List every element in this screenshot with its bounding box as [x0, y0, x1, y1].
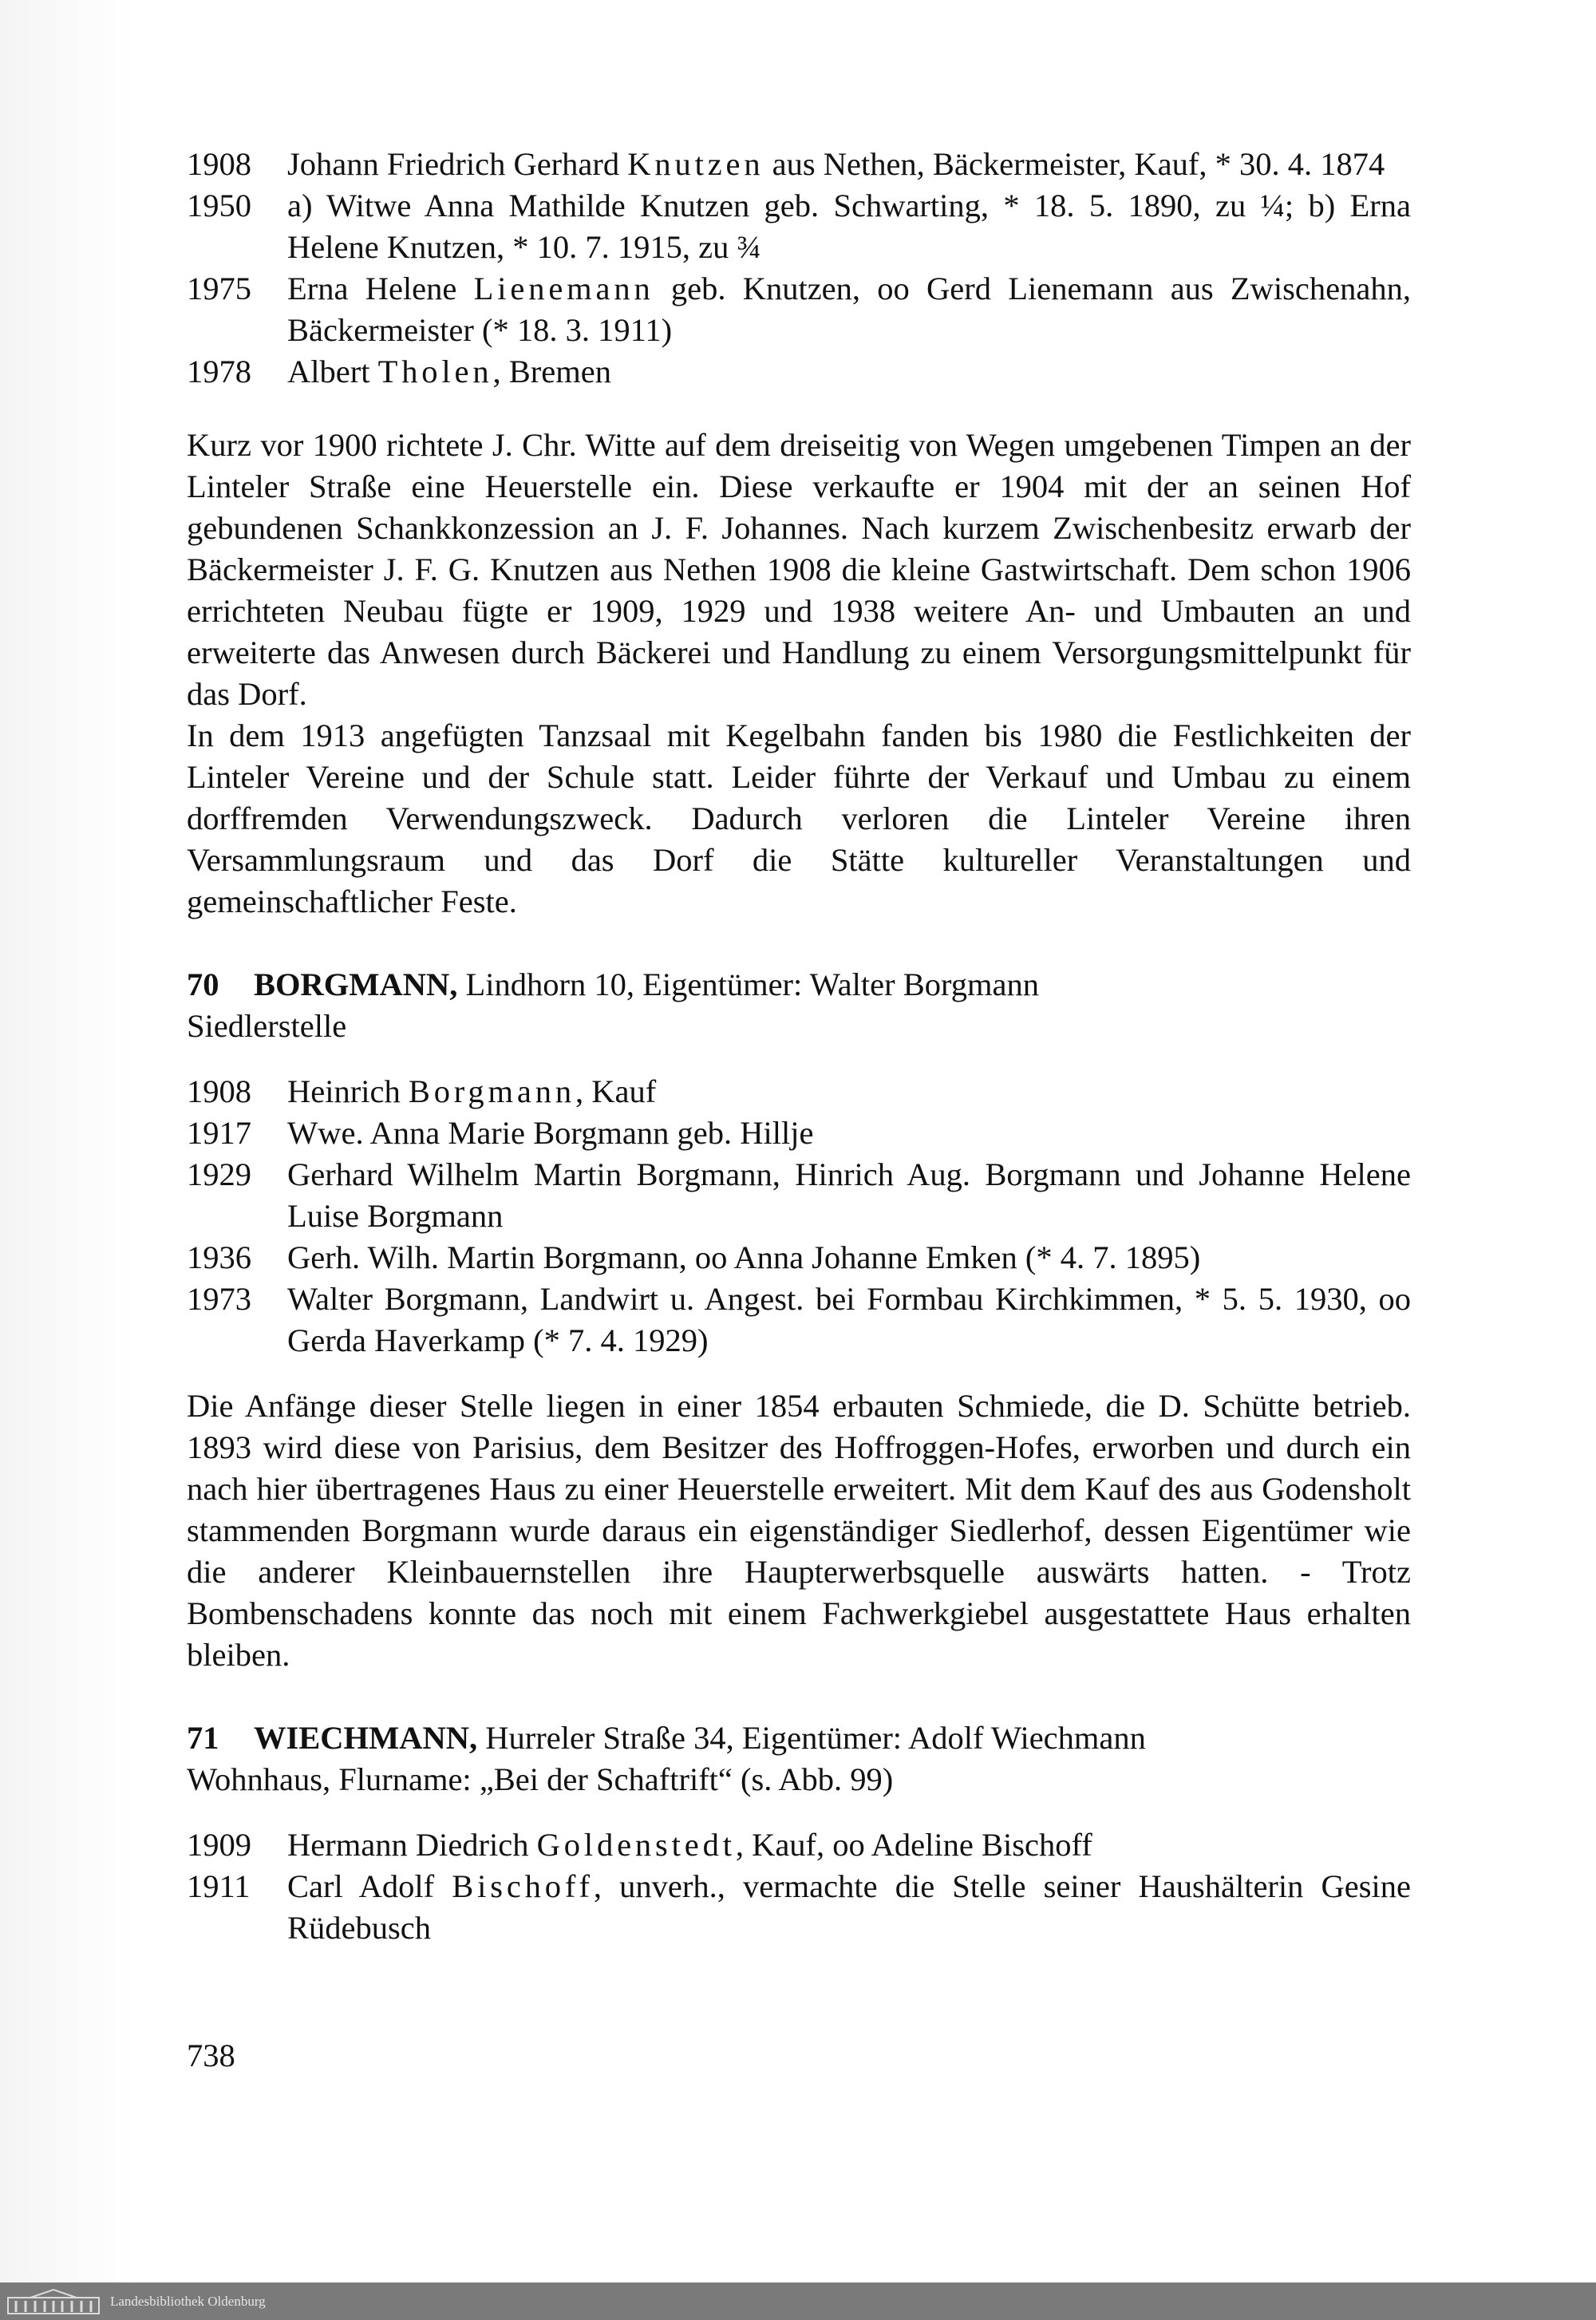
section-subtitle: Wohnhaus, Flurname: „Bei der Schaftrift“ (s. Abb. 99) — [187, 1761, 894, 1797]
entry-year: 1950 — [187, 188, 251, 223]
history-paragraph: In dem 1913 angefügten Tanzsaal mit Kegelbahn fanden bis 1980 die Festlichkeiten der Linteler Vereine und der Schule statt. Leider führte der Verkauf und Umbau zu einem dorffremden Verwendungszweck. Dadurch verloren die Linteler Vereine ihren Versammlungsraum und das Dorf die Stätte kultureller Veranstaltungen und gemeinschaftlicher Feste. — [187, 717, 1411, 919]
entry-text-post: , Bremen — [492, 354, 611, 389]
section-name: WIECHMANN, — [254, 1720, 478, 1756]
entry-text-pre: Wwe. Anna Marie Borgmann geb. Hillje — [287, 1115, 814, 1151]
section-subtitle: Siedlerstelle — [187, 1008, 347, 1044]
entry-text-pre: a) Witwe Anna Mathilde Knutzen geb. Schwarting, * 18. 5. 1890, zu ¼; b) Erna Helene Knutzen, * 10. 7. 1915, zu ¾ — [287, 188, 1411, 265]
library-name: Landesbibliothek Oldenburg — [110, 2293, 266, 2309]
entry-owner-name: Knutzen — [627, 146, 764, 182]
entry-owner-name: Borgmann — [408, 1073, 575, 1109]
chronology-entry — [187, 1866, 1411, 1949]
entry-year: 1975 — [187, 271, 251, 306]
entry-year: 1973 — [187, 1281, 251, 1317]
chronology-entry — [187, 351, 1411, 393]
entry-year: 1929 — [187, 1156, 251, 1192]
entry-text — [287, 1824, 1411, 1866]
entry-text-pre: Hermann Diedrich — [287, 1827, 537, 1863]
entry-text — [287, 1154, 1411, 1237]
page-margin-shade — [0, 0, 136, 2282]
entry-owner-name: Bischoff — [452, 1868, 594, 1904]
entry-owner-name: Lienemann — [473, 271, 654, 306]
section-name: BORGMANN, — [254, 966, 458, 1002]
entry-text-post: , Kauf — [575, 1073, 657, 1109]
entry-text — [287, 144, 1411, 185]
entry-text — [287, 1113, 1411, 1154]
entry-text-pre: Heinrich — [287, 1073, 409, 1109]
spacer — [187, 1800, 1411, 1824]
ownership-chronology-1 — [187, 144, 1411, 393]
spacer — [187, 1047, 1411, 1071]
entry-text — [287, 1071, 1411, 1113]
section-number: 71 — [187, 1720, 219, 1756]
chronology-entry — [187, 1071, 1411, 1113]
entry-year: 1978 — [187, 354, 251, 389]
chronology-entry — [187, 1237, 1411, 1279]
entry-text — [287, 185, 1411, 268]
spacer — [187, 923, 1411, 964]
entry-text — [287, 1279, 1411, 1362]
entry-text — [287, 268, 1411, 351]
section-heading-71 — [187, 1717, 1411, 1759]
entry-year: 1908 — [187, 146, 251, 182]
entry-text-pre: Johann Friedrich Gerhard — [287, 146, 628, 182]
entry-year: 1909 — [187, 1827, 251, 1863]
entry-text — [287, 351, 1411, 393]
entry-year: 1917 — [187, 1115, 251, 1151]
library-footer-bar — [0, 2282, 1596, 2320]
ownership-chronology-71 — [187, 1824, 1411, 1949]
section-heading-70 — [187, 964, 1411, 1006]
spacer — [187, 393, 1411, 425]
entry-text — [287, 1237, 1411, 1279]
chronology-entry — [187, 1279, 1411, 1362]
section-details: Lindhorn 10, Eigentümer: Walter Borgmann — [457, 966, 1039, 1002]
entry-owner-name: Goldenstedt — [536, 1827, 736, 1863]
spacer — [187, 1362, 1411, 1385]
entry-text-pre: Walter Borgmann, Landwirt u. Angest. bei Formbau Kirchkimmen, * 5. 5. 1930, oo Gerda Haverkamp (* 7. 4. 1929) — [287, 1281, 1411, 1358]
entry-text-pre: Gerh. Wilh. Martin Borgmann, oo Anna Johanne Emken (* 4. 7. 1895) — [287, 1239, 1201, 1275]
chronology-entry — [187, 1113, 1411, 1154]
entry-text-pre: Carl Adolf — [287, 1868, 452, 1904]
page-number: 738 — [187, 2037, 235, 2073]
history-paragraph: Die Anfänge dieser Stelle liegen in einer 1854 erbauten Schmiede, die D. Schütte betrieb. 1893 wird diese von Parisius, dem Besitzer des Hoffroggen-Hofes, erworben und durch ein nach hier übertragenes Haus zu einer Heuerstelle erweitert. Mit dem Kauf des aus Godensholt stammenden Borgmann wurde daraus ein eigenständiger Siedlerhof, dessen Eigentümer wie die anderer Kleinbauernstellen ihre Haupterwerbsquelle auswärts hatten. - Trotz Bombenschadens konnte das noch mit einem Fachwerkgiebel ausgestattete Haus erhalten bleiben. — [187, 1388, 1411, 1673]
chronology-entry — [187, 144, 1411, 185]
chronology-entry — [187, 1154, 1411, 1237]
entry-year: 1911 — [187, 1868, 251, 1904]
entry-text-post: , unverh., vermachte die Stelle seiner Haushälterin Gesine Rüdebusch — [287, 1868, 1411, 1946]
entry-text-post: , Kauf, oo Adeline Bischoff — [735, 1827, 1092, 1863]
entry-text-pre: Erna Helene — [287, 271, 474, 306]
history-paragraph: Kurz vor 1900 richtete J. Chr. Witte auf dem dreiseitig von Wegen umgebenen Timpen an der Linteler Straße eine Heuerstelle ein. Diese verkaufte er 1904 mit der an seinen Hof gebundenen Schankkonzession an J. F. Johannes. Nach kurzem Zwischenbesitz erwarb der Bäckermeister J. F. G. Knutzen aus Nethen 1908 die kleine Gastwirtschaft. Dem schon 1906 errichteten Neubau fügte er 1909, 1929 und 1938 weitere An- und Umbauten an und erweiterte das Anwesen durch Bäckerei und Handlung zu einem Versorgungsmittelpunkt für das Dorf. — [187, 427, 1411, 712]
entry-year: 1908 — [187, 1073, 251, 1109]
document-body — [187, 144, 1411, 1949]
entry-text-post: aus Nethen, Bäckermeister, Kauf, * 30. 4. 1874 — [764, 146, 1385, 182]
chronology-entry — [187, 268, 1411, 351]
chronology-entry — [187, 1824, 1411, 1866]
ownership-chronology-70 — [187, 1071, 1411, 1362]
entry-text — [287, 1866, 1411, 1949]
section-number: 70 — [187, 966, 219, 1002]
entry-year: 1936 — [187, 1239, 251, 1275]
library-building-icon — [6, 2288, 101, 2315]
entry-text-post: geb. Knutzen, oo Gerd Lienemann aus Zwischenahn, Bäckermeister (* 18. 3. 1911) — [287, 271, 1411, 348]
entry-text-pre: Albert — [287, 354, 378, 389]
chronology-entry — [187, 185, 1411, 268]
section-details: Hurreler Straße 34, Eigentümer: Adolf Wiechmann — [477, 1720, 1146, 1756]
entry-text-pre: Gerhard Wilhelm Martin Borgmann, Hinrich Aug. Borgmann und Johanne Helene Luise Borgmann — [287, 1156, 1411, 1234]
spacer — [187, 1676, 1411, 1717]
entry-owner-name: Tholen — [377, 354, 493, 389]
